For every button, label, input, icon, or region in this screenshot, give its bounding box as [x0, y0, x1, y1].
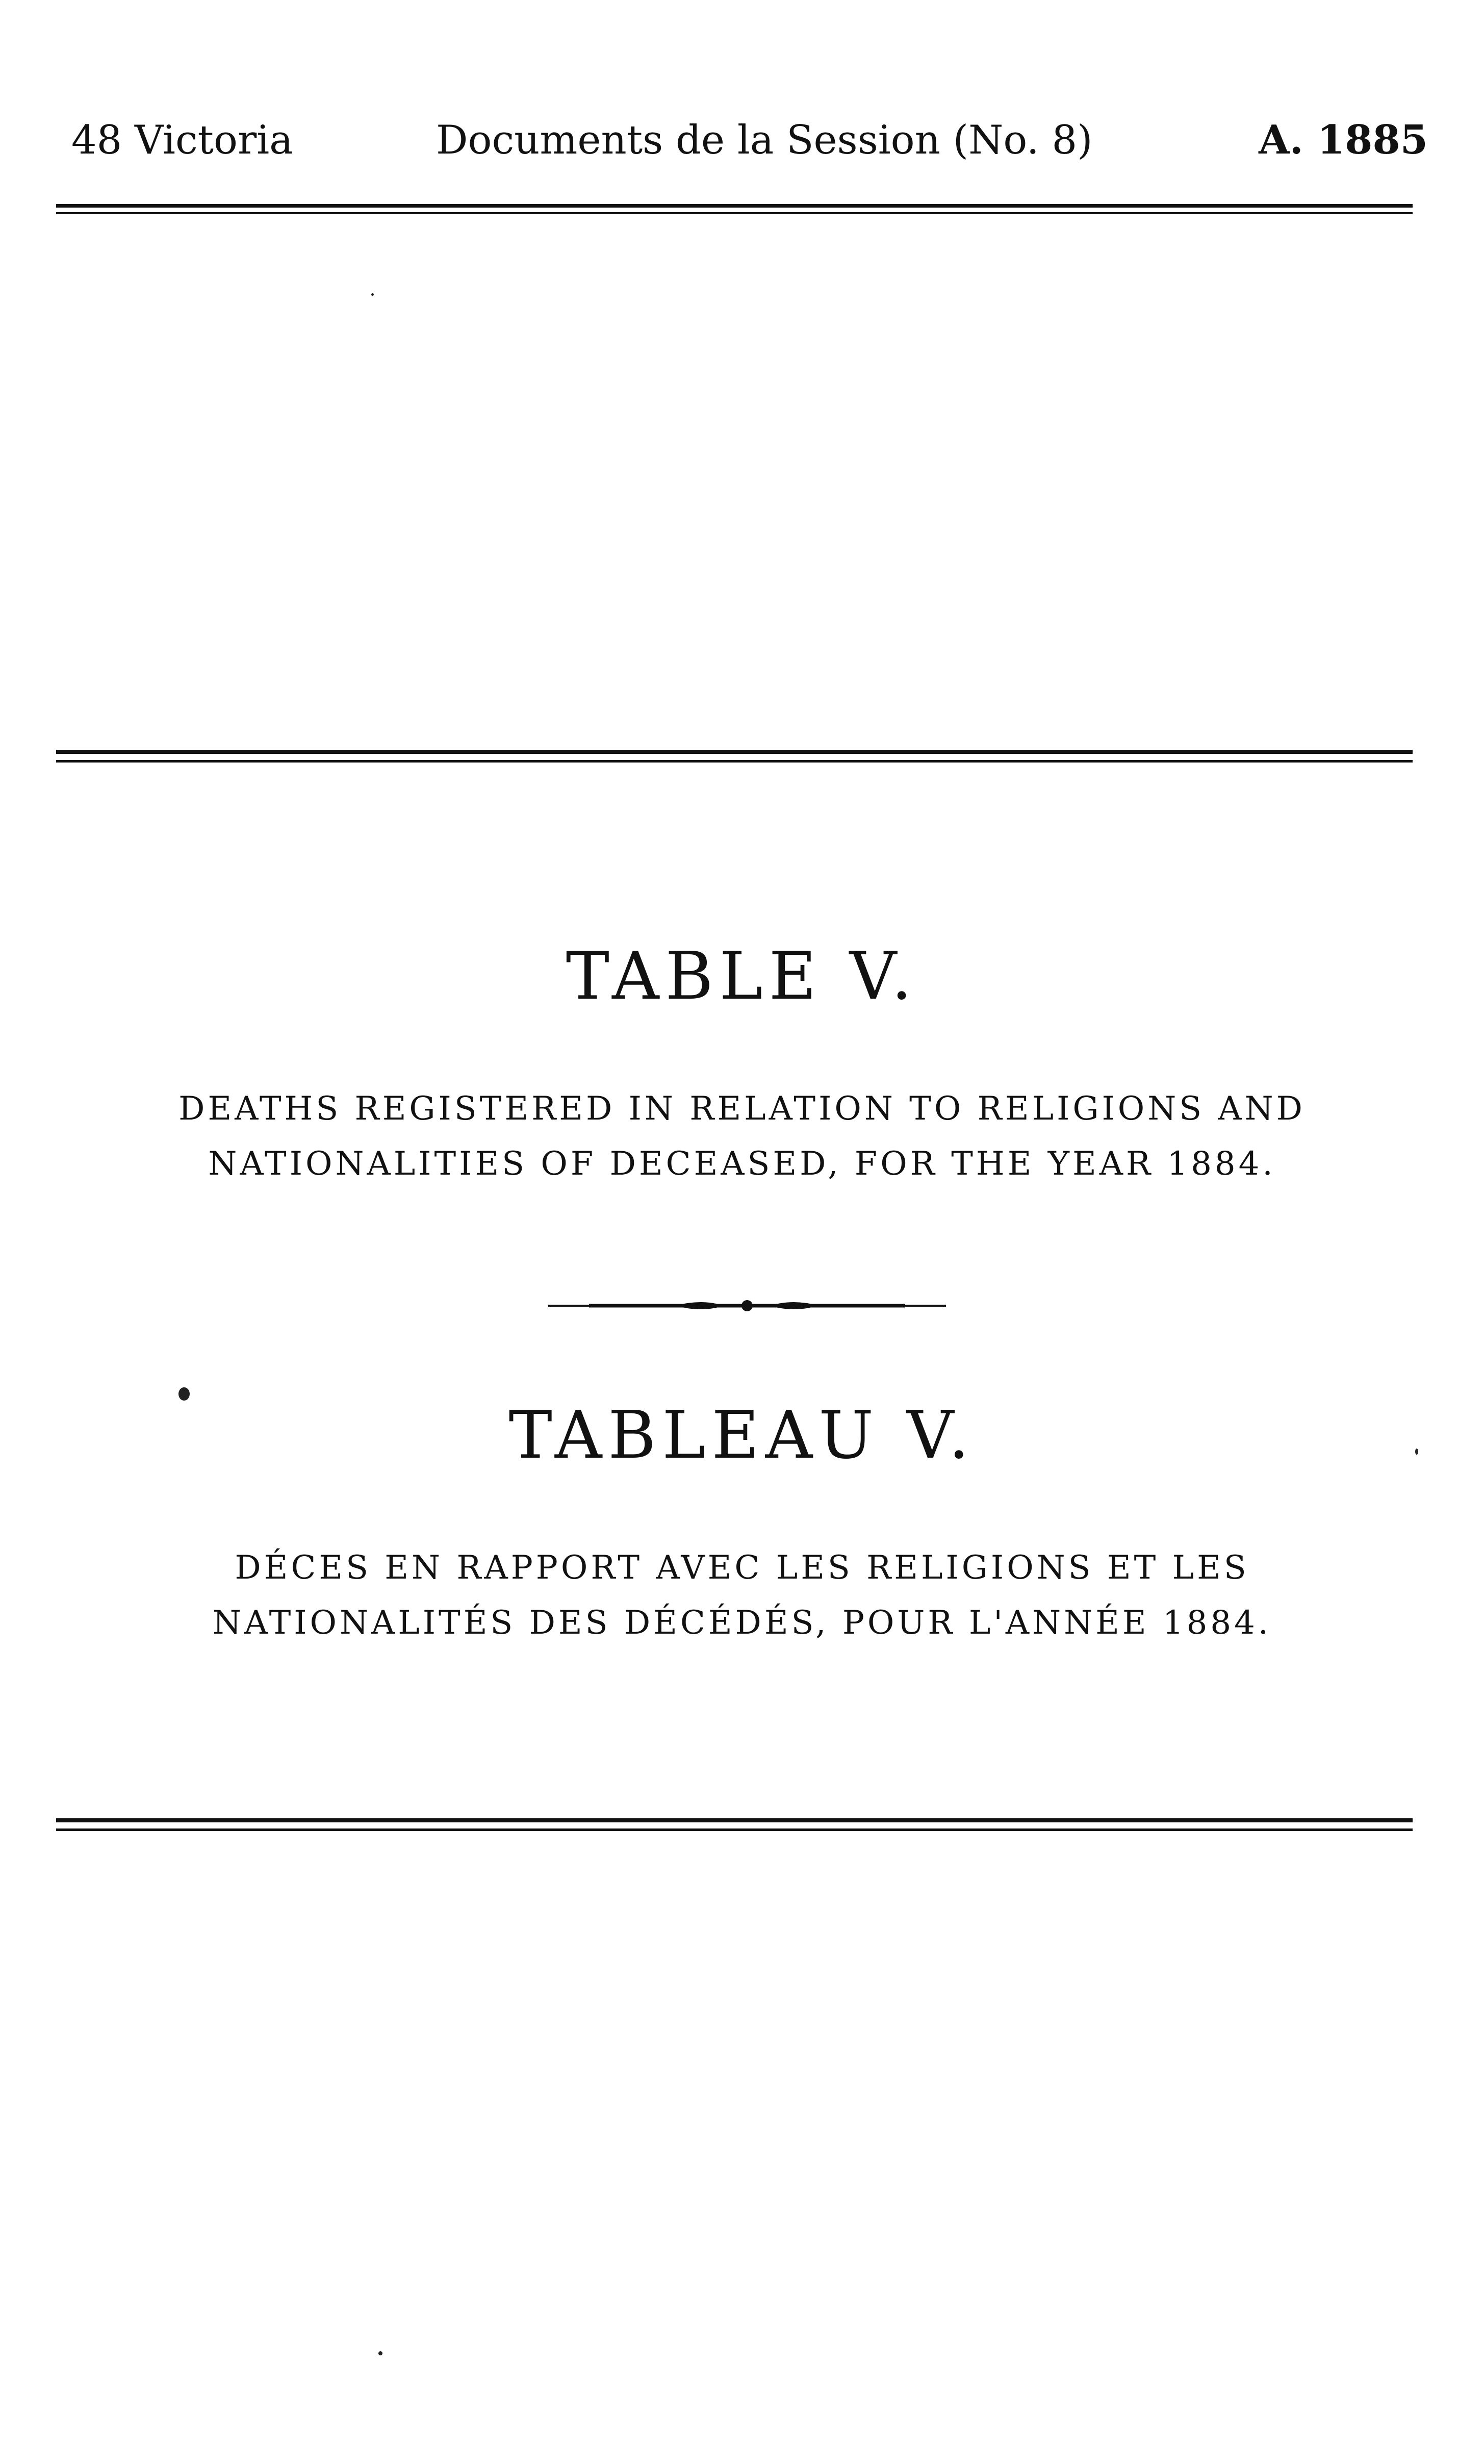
header-year: A. 1885: [1259, 117, 1428, 163]
scan-speck: [178, 1387, 190, 1401]
english-subtitle-line-1: DEATHS REGISTERED IN RELATION TO RELIGIONS AND: [178, 1090, 1306, 1128]
french-subtitle-line-2: NATIONALITÉS DES DÉCÉDÉS, POUR L'ANNÉE 1884.: [212, 1604, 1272, 1642]
page-header: [51, 117, 1428, 163]
scan-speck: [1415, 1449, 1418, 1455]
header-double-rule: [56, 204, 1413, 219]
ornamental-divider: [548, 1295, 946, 1316]
english-table-title: TABLE V.: [566, 938, 918, 1014]
section-double-rule-top: [56, 750, 1413, 770]
header-session-number: 48 Victoria: [71, 117, 293, 163]
french-table-subtitle: [0, 1540, 1484, 1650]
scan-speck: [371, 293, 374, 296]
french-table-title: TABLEAU V.: [508, 1398, 976, 1474]
scan-speck: [378, 2351, 382, 2355]
section-double-rule-bottom: [56, 1818, 1413, 1839]
english-table-subtitle: [0, 1081, 1484, 1191]
header-document-title: Documents de la Session (No. 8): [436, 117, 1093, 163]
french-subtitle-line-1: DÉCES EN RAPPORT AVEC LES RELIGIONS ET LES: [235, 1549, 1249, 1587]
english-subtitle-line-2: NATIONALITIES OF DECEASED, FOR THE YEAR 1884.: [208, 1145, 1276, 1183]
